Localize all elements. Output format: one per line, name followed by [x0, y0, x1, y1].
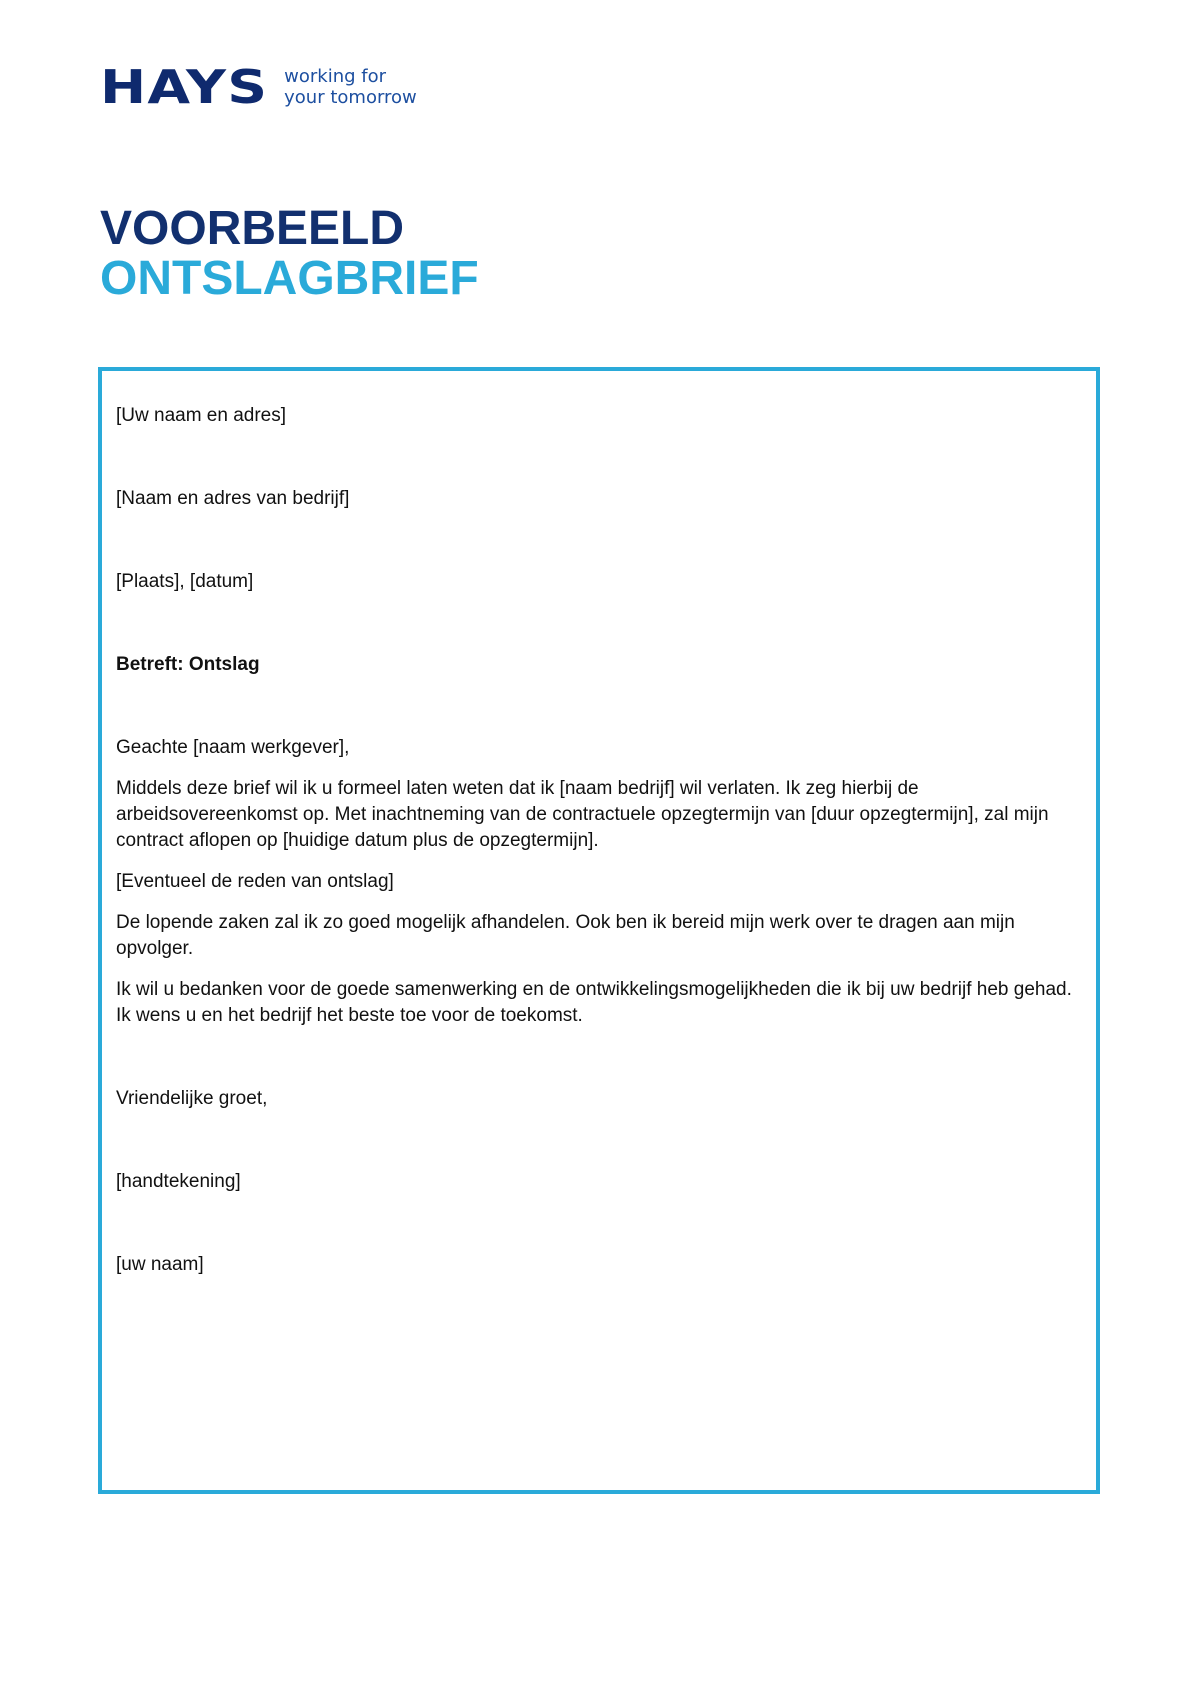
- signature-placeholder: [handtekening]: [116, 1171, 241, 1192]
- body-paragraph-2: [Eventueel de reden van ontslag]: [116, 871, 394, 892]
- recipient-placeholder: [Naam en adres van bedrijf]: [116, 488, 350, 509]
- logo-tagline: [284, 66, 417, 108]
- body-paragraph-3: De lopende zaken zal ik zo goed mogelijk afhandelen. Ook ben ik bereid mijn werk over te dragen aan mijn opvolger.: [116, 912, 1015, 959]
- place-date-placeholder: [Plaats], [datum]: [116, 571, 254, 592]
- body-paragraph-4: Ik wil u bedanken voor de goede samenwerking en de ontwikkelingsmogelijkheden die ik bij uw bedrijf heb gehad. Ik wens u en het bedrijf het beste toe voor de toekomst.: [116, 979, 1072, 1026]
- sender-placeholder: [Uw naam en adres]: [116, 405, 287, 426]
- title-line-2: ONTSLAGBRIEF: [100, 252, 479, 305]
- subject-line: Betreft: Ontslag: [116, 654, 260, 675]
- tagline-line-2: your tomorrow: [284, 87, 417, 108]
- logo-wordmark: HAYS: [100, 60, 269, 114]
- closing: Vriendelijke groet,: [116, 1088, 268, 1109]
- name-placeholder: [uw naam]: [116, 1254, 204, 1275]
- title-line-1: VOORBEELD: [100, 202, 405, 255]
- salutation: Geachte [naam werkgever],: [116, 737, 350, 758]
- document-title: [100, 204, 479, 304]
- body-paragraph-1: Middels deze brief wil ik u formeel laten weten dat ik [naam bedrijf] wil verlaten. Ik zeg hierbij de arbeidsovereenkomst op. Met inachtneming van de contractuele opzegtermijn van [duur opzegtermijn], zal mijn contract aflopen op [huidige datum plus de opzegtermijn].: [116, 778, 1049, 851]
- hays-logo: [100, 60, 417, 114]
- letter-template-box: [98, 367, 1100, 1494]
- tagline-line-1: working for: [284, 66, 387, 87]
